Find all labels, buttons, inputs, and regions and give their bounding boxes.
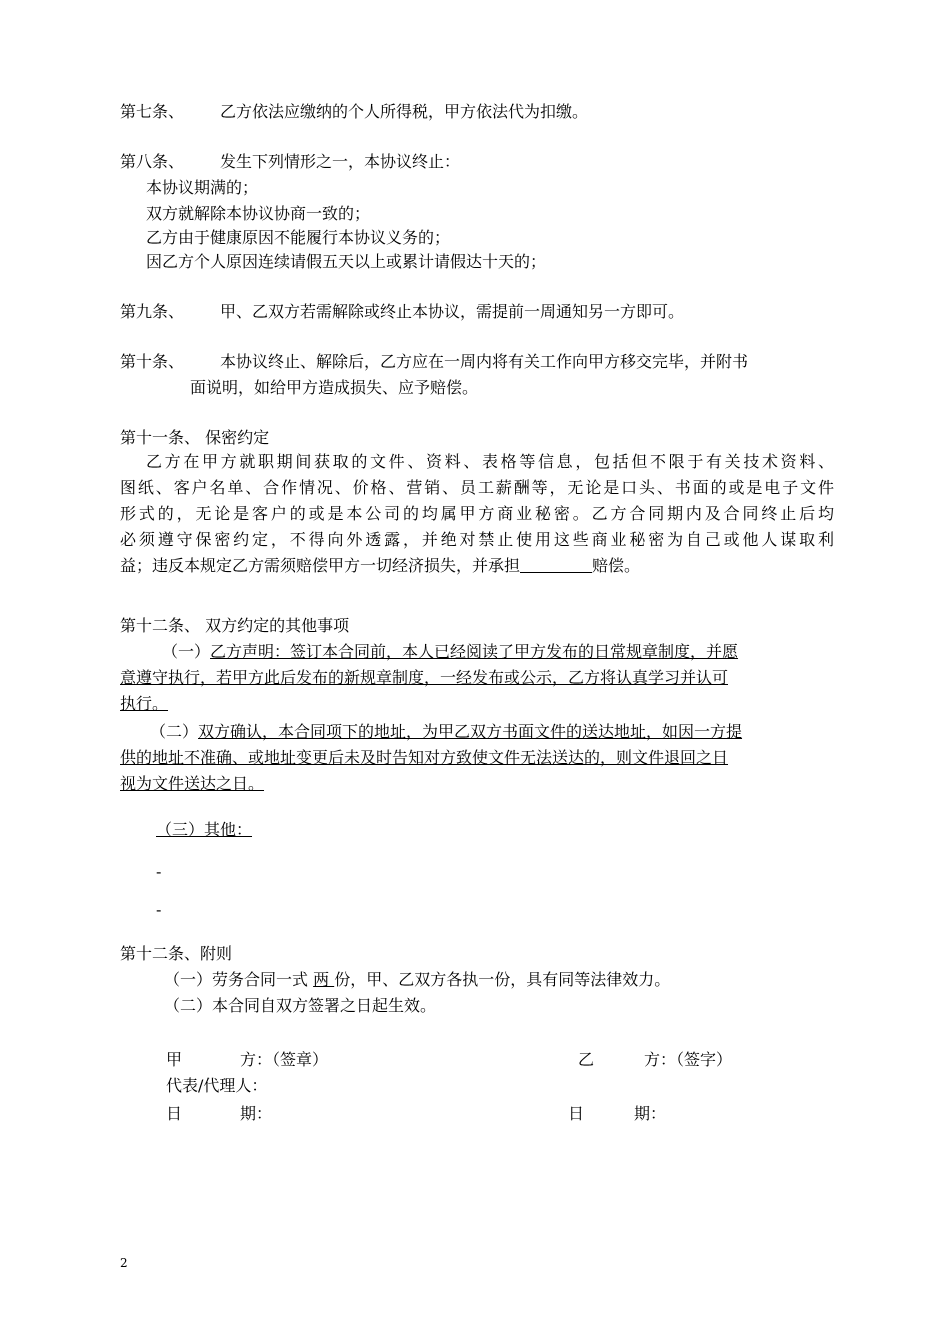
party-a-sign: 方：（签章）	[240, 1050, 329, 1069]
article-12-p2-line: 供的地址不准确、或地址变更后未及时告知对方致使文件无法送达的，则文件退回之日	[120, 748, 729, 767]
compensation-blank	[520, 556, 592, 573]
article-11-last-line	[120, 554, 640, 578]
article-8-item: 因乙方个人原因连续请假五天以上或累计请假达十天的；	[146, 252, 547, 271]
article-11-line: 必须遵守保密约定，不得向外透露，并绝对禁止使用这些商业秘密为自己或他人谋取利	[120, 530, 834, 549]
party-b-sign: 方：（签字）	[644, 1050, 733, 1069]
date-a-char: 日	[166, 1104, 183, 1123]
article-9-text: 甲、乙双方若需解除或终止本协议，需提前一周通知另一方即可。	[220, 302, 685, 321]
page-number: 2	[120, 1256, 128, 1270]
article-12-p3: （三）其他：	[156, 820, 253, 839]
dash-line: -	[156, 862, 162, 881]
article-11-last-pre: 益；违反本规定乙方需须赔偿甲方一切经济损失，并承担	[120, 556, 521, 575]
article-11-line: 乙方在甲方就职期间获取的文件、资料、表格等信息，包括但不限于有关技术资料、	[146, 452, 834, 471]
date-a-label: 期：	[240, 1104, 273, 1123]
party-b-char: 乙	[578, 1050, 595, 1069]
article-12-p1-text: 乙方声明：签订本合同前，本人已经阅读了甲方发布的日常规章制度，并愿	[210, 642, 739, 661]
appendix-p1-pre: （一）劳务合同一式	[164, 970, 314, 989]
article-12-p1-first	[162, 640, 738, 664]
article-10-label: 第十条、	[120, 352, 185, 371]
article-11-title: 第十一条、 保密约定	[120, 428, 270, 447]
article-10-text-cont: 面说明，如给甲方造成损失、应予赔偿。	[190, 378, 479, 397]
article-7-label: 第七条、	[120, 102, 185, 121]
article-12-p1-line: 意遵守执行，若甲方此后发布的新规章制度，一经发布或公示，乙方将认真学习并认可	[120, 668, 729, 687]
article-8	[120, 150, 460, 174]
article-7	[120, 100, 588, 124]
article-8-item: 本协议期满的；	[146, 178, 259, 197]
article-12-p2-prefix: （二）	[150, 722, 199, 741]
article-12-title: 第十二条、 双方约定的其他事项	[120, 616, 350, 635]
article-11-last-post: 赔偿。	[592, 556, 641, 575]
article-11-line: 形式的，无论是客户的或是本公司的均属甲方商业秘密。乙方合同期内及合同终止后均	[120, 504, 834, 523]
appendix-p1	[164, 968, 670, 992]
article-12-p2-line: 视为文件送达之日。	[120, 774, 265, 793]
party-a-char: 甲	[166, 1050, 183, 1069]
article-7-text: 乙方依法应缴纳的个人所得税，甲方依法代为扣缴。	[220, 102, 589, 121]
article-10-text: 本协议终止、解除后，乙方应在一周内将有关工作向甲方移交完毕，并附书	[220, 352, 749, 371]
article-9-label: 第九条、	[120, 302, 185, 321]
article-8-item: 乙方由于健康原因不能履行本协议义务的；	[146, 228, 451, 247]
article-10	[120, 350, 748, 374]
copies-count: 两	[313, 970, 335, 989]
article-12-p2-text: 双方确认，本合同项下的地址，为甲乙双方书面文件的送达地址，如因一方提	[198, 722, 743, 741]
article-8-text: 发生下列情形之一，本协议终止：	[220, 152, 461, 171]
article-12-p1-prefix: （一）	[162, 642, 211, 661]
article-12-p1-line: 执行。	[120, 694, 169, 713]
article-12-p2-first	[150, 720, 742, 744]
appendix-p2: （二）本合同自双方签署之日起生效。	[164, 996, 437, 1015]
date-b-char: 日	[568, 1104, 585, 1123]
dash-line: -	[156, 900, 162, 919]
date-b-label: 期：	[634, 1104, 667, 1123]
representative: 代表/代理人：	[166, 1076, 268, 1095]
article-8-item: 双方就解除本协议协商一致的；	[146, 204, 371, 223]
article-9	[120, 300, 684, 324]
article-8-label: 第八条、	[120, 152, 185, 171]
appendix-p1-post: 份，甲、乙双方各执一份，具有同等法律效力。	[334, 970, 671, 989]
article-11-line: 图纸、客户名单、合作情况、价格、营销、员工薪酬等，无论是口头、书面的或是电子文件	[120, 478, 834, 497]
appendix-title: 第十二条、附则	[120, 944, 233, 963]
